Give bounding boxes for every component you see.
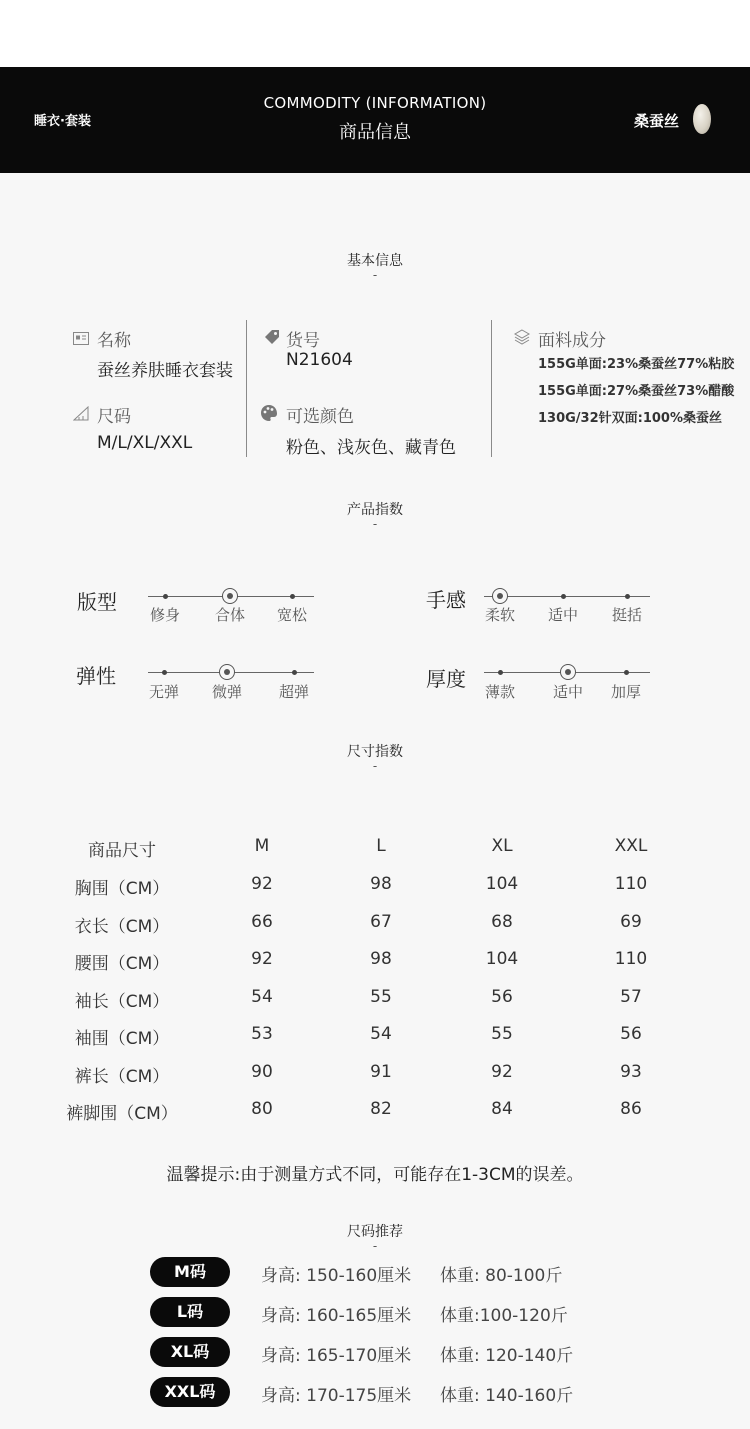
table-cell: 92 <box>491 1061 513 1082</box>
table-cell: 104 <box>485 874 519 894</box>
table-cell: 80 <box>251 1099 273 1119</box>
table-cell: 98 <box>370 949 392 969</box>
item-no-value: N21604 <box>286 350 353 370</box>
index-option: 超弹 <box>278 683 309 701</box>
table-row-label: 胸围（CM） <box>74 879 170 899</box>
index-option: 微弹 <box>211 683 242 701</box>
index-option: 宽松 <box>276 606 307 624</box>
color-label: 可选颜色 <box>286 407 354 427</box>
table-cell: 110 <box>614 949 648 969</box>
divider-2 <box>491 320 492 457</box>
index-option: 薄款 <box>484 683 515 701</box>
id-card-icon <box>73 330 89 349</box>
table-row-label: 衣长（CM） <box>74 916 170 937</box>
size-index-dash: - <box>372 759 378 773</box>
table-cell: 66 <box>251 911 273 932</box>
table-cell: 104 <box>485 949 519 969</box>
size-recommend-dash: - <box>372 1239 378 1253</box>
name-value: 蚕丝养肤睡衣套装 <box>97 361 233 381</box>
size-pill: XXL码 <box>150 1377 230 1407</box>
table-row-label: 裤脚围（CM） <box>66 1104 178 1124</box>
table-header-cell: 商品尺寸 <box>88 841 156 861</box>
table-cell: 91 <box>370 1061 392 1082</box>
weight-range: 体重: 80-100斤 <box>440 1266 563 1286</box>
header-left-text: 睡衣·套装 <box>34 114 91 129</box>
fabric-line-2: 155G单面:27%桑蚕丝73%醋酸 <box>538 384 735 399</box>
layers-icon <box>514 329 530 349</box>
table-cell: 56 <box>491 986 513 1007</box>
name-label: 名称 <box>97 331 131 351</box>
ruler-icon <box>73 406 89 425</box>
table-cell: 68 <box>491 911 513 932</box>
product-index-title: 产品指数 <box>347 502 403 518</box>
index-label: 弹性 <box>76 664 116 688</box>
height-range: 身高: 160-165厘米 <box>261 1306 412 1326</box>
height-range: 身高: 170-175厘米 <box>261 1386 412 1406</box>
divider-1 <box>246 320 247 457</box>
index-option: 适中 <box>552 683 583 701</box>
index-option: 无弹 <box>148 683 179 701</box>
header-right-text: 桑蚕丝 <box>634 112 680 130</box>
index-option: 柔软 <box>484 606 515 624</box>
product-index-dash: - <box>372 517 378 531</box>
fabric-line-1: 155G单面:23%桑蚕丝77%粘胶 <box>538 357 735 372</box>
table-row-label: 袖围（CM） <box>74 1029 170 1049</box>
index-option: 修身 <box>149 606 180 624</box>
index-label: 手感 <box>426 588 466 612</box>
index-selected-marker <box>222 588 238 604</box>
fabric-label: 面料成分 <box>538 331 606 351</box>
index-dot <box>498 670 503 675</box>
table-cell: 82 <box>370 1099 392 1119</box>
table-header-cell: XL <box>491 836 513 856</box>
header-bar <box>0 67 750 173</box>
table-header-cell: L <box>376 836 386 856</box>
index-option: 合体 <box>214 606 245 624</box>
size-pill: L码 <box>150 1297 230 1327</box>
weight-range: 体重: 140-160斤 <box>440 1386 574 1406</box>
table-cell: 92 <box>251 874 273 894</box>
index-label: 厚度 <box>426 667 466 691</box>
measurement-tip: 温馨提示:由于测量方式不同，可能存在1-3CM的误差。 <box>166 1165 584 1185</box>
table-cell: 54 <box>370 1024 392 1044</box>
table-cell: 98 <box>370 874 392 894</box>
index-dot <box>290 594 295 599</box>
fabric-line-3: 130G/32针双面:100%桑蚕丝 <box>538 411 723 426</box>
size-pill: M码 <box>150 1257 230 1287</box>
index-dot <box>625 594 630 599</box>
size-label: 尺码 <box>97 407 131 427</box>
index-dot <box>561 594 566 599</box>
table-row-label: 腰围（CM） <box>74 954 170 974</box>
index-option: 挺括 <box>611 606 642 624</box>
index-dot <box>163 594 168 599</box>
size-recommend-title: 尺码推荐 <box>347 1224 403 1240</box>
weight-range: 体重: 120-140斤 <box>440 1346 574 1366</box>
table-header-cell: M <box>254 836 270 856</box>
tag-icon <box>264 329 280 349</box>
table-cell: 56 <box>620 1024 642 1044</box>
top-blank <box>0 0 750 67</box>
table-cell: 54 <box>251 986 273 1007</box>
index-selected-marker <box>492 588 508 604</box>
item-no-label: 货号 <box>286 331 320 351</box>
cocoon-icon <box>693 104 711 134</box>
palette-icon <box>260 404 278 426</box>
table-cell: 67 <box>370 911 392 932</box>
height-range: 身高: 165-170厘米 <box>261 1346 412 1366</box>
color-value: 粉色、浅灰色、藏青色 <box>286 438 456 458</box>
index-option: 适中 <box>547 606 578 624</box>
index-label: 版型 <box>77 590 117 614</box>
basic-info-title: 基本信息 <box>347 253 403 269</box>
table-cell: 110 <box>614 874 648 894</box>
table-cell: 55 <box>491 1024 513 1044</box>
table-cell: 57 <box>620 986 642 1007</box>
index-dot <box>162 670 167 675</box>
header-title-cn: 商品信息 <box>339 122 411 143</box>
index-option: 加厚 <box>610 683 641 701</box>
weight-range: 体重:100-120斤 <box>440 1306 568 1326</box>
index-dot <box>624 670 629 675</box>
index-selected-marker <box>219 664 235 680</box>
index-dot <box>292 670 297 675</box>
table-cell: 86 <box>620 1099 642 1119</box>
table-cell: 90 <box>251 1061 273 1082</box>
header-title-en: COMMODITY (INFORMATION) <box>263 94 487 112</box>
table-row-label: 袖长（CM） <box>74 991 170 1012</box>
size-index-title: 尺寸指数 <box>347 744 403 760</box>
table-header-cell: XXL <box>614 836 648 856</box>
table-row-label: 裤长（CM） <box>74 1066 170 1087</box>
table-cell: 69 <box>620 911 642 932</box>
table-cell: 55 <box>370 986 392 1007</box>
basic-info-dash: - <box>372 268 378 282</box>
height-range: 身高: 150-160厘米 <box>261 1266 412 1286</box>
table-cell: 92 <box>251 949 273 969</box>
table-cell: 53 <box>251 1024 273 1044</box>
table-cell: 93 <box>620 1061 642 1082</box>
size-pill: XL码 <box>150 1337 230 1367</box>
table-cell: 84 <box>491 1099 513 1119</box>
size-value: M/L/XL/XXL <box>97 433 193 453</box>
index-selected-marker <box>560 664 576 680</box>
